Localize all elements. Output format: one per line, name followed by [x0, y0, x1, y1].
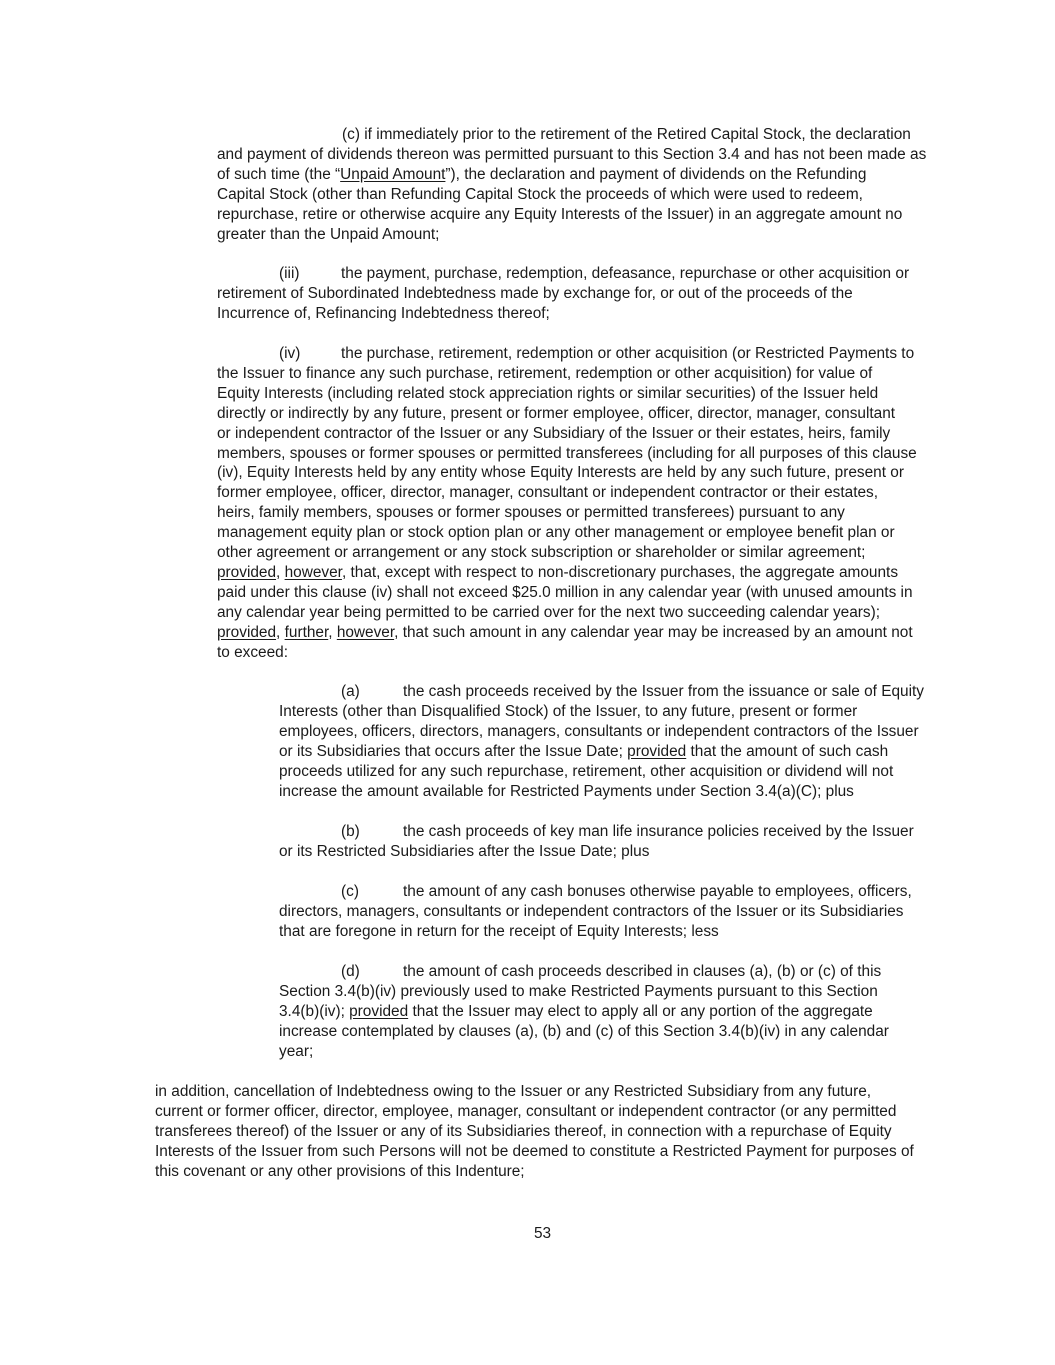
clause-label: (iv): [279, 345, 301, 362]
text-line: to exceed:: [217, 643, 289, 661]
text-line: repurchase, retire or otherwise acquire any Equity Interests of the Issuer) in an aggregate amount no: [217, 205, 903, 223]
text-line: directly or indirectly by any future, present or former employee, officer, director, manager, consultant: [217, 404, 896, 422]
text-line: other agreement or arrangement or any stock subscription or shareholder or similar agreement;: [217, 544, 866, 562]
text-line: greater than the Unpaid Amount;: [217, 225, 440, 243]
text-line: former employee, officer, director, manager, consultant or independent contractor or their estates,: [217, 484, 879, 502]
text-line: that are foregone in return for the receipt of Equity Interests; less: [279, 922, 719, 940]
text-fragment: the cash proceeds received by the Issuer from the issuance or sale of Equity: [403, 683, 924, 700]
text-line: Equity Interests (including related stock appreciation rights or similar securities) of the Issuer held: [217, 384, 879, 402]
closing-paragraph: [155, 1082, 914, 1182]
term-provided: provided: [217, 623, 277, 641]
sub-clause-c-paragraph: [279, 882, 912, 942]
text-line: Interests (other than Disqualified Stock) of the Issuer, to any future, present or former: [279, 702, 858, 720]
sub-clause-a-paragraph: [279, 682, 924, 801]
text-fragment: ,: [276, 623, 285, 641]
text-fragment: ,: [328, 623, 337, 641]
text-line: the Issuer to finance any such purchase, retirement, redemption or other acquisition) for value of: [217, 364, 873, 382]
text-line: directors, managers, consultants or independent contractors of the Issuer or its Subsidiaries: [279, 902, 904, 920]
text-line: paid under this clause (iv) shall not exceed $25.0 million in any calendar year (with unused amounts in: [217, 583, 913, 601]
term-provided: provided: [349, 1002, 409, 1020]
text-fragment: the payment, purchase, redemption, defeasance, repurchase or other acquisition or: [341, 265, 910, 282]
text-line: proceeds utilized for any such repurchase, retirement, other acquisition or dividend will not: [279, 762, 894, 780]
term-provided: provided: [627, 742, 687, 760]
text-line: retirement of Subordinated Indebtedness made by exchange for, or out of the proceeds of the: [217, 284, 853, 302]
text-line: Incurrence of, Refinancing Indebtedness thereof;: [217, 304, 550, 322]
text-line: (iv), Equity Interests held by any entity whose Equity Interests are held by any such future, present or: [217, 464, 904, 482]
sub-clause-d-paragraph: [279, 962, 889, 1062]
text-line: [279, 682, 924, 702]
text-fragment: the purchase, retirement, redemption or other acquisition (or Restricted Payments to: [341, 345, 915, 362]
clause-label: (b): [341, 823, 360, 840]
text-line: this covenant or any other provisions of this Indenture;: [155, 1162, 525, 1180]
text-line: current or former officer, director, employee, manager, consultant or independent contractor (or any permitted: [155, 1102, 897, 1120]
text-line: increase contemplated by clauses (a), (b) and (c) of this Section 3.4(b)(iv) in any calendar: [279, 1022, 889, 1040]
sub-clause-b-paragraph: [279, 822, 914, 862]
text-fragment: the amount of any cash bonuses otherwise payable to employees, officers,: [403, 883, 912, 900]
text-line: Interests of the Issuer from such Persons will not be deemed to constitute a Restricted Payment for purposes of: [155, 1142, 914, 1160]
text-fragment: , that, except with respect to non-discretionary purchases, the aggregate amounts: [341, 563, 899, 581]
term-further: further: [284, 623, 329, 641]
text-fragment: ,: [276, 563, 285, 581]
text-line: Capital Stock (other than Refunding Capital Stock the proceeds of which were used to redeem,: [217, 185, 863, 203]
text-line: (c) if immediately prior to the retirement of the Retired Capital Stock, the declaration: [342, 126, 911, 143]
text-fragment: of such time (the “: [217, 165, 341, 183]
text-line: [217, 344, 917, 364]
text-line: Section 3.4(b)(iv) previously used to make Restricted Payments pursuant to this Section: [279, 982, 878, 1000]
text-line: [217, 264, 909, 284]
text-line: or its Restricted Subsidiaries after the Issue Date; plus: [279, 842, 650, 860]
clause-iii-paragraph: [217, 264, 909, 324]
page-number: 53: [533, 1225, 552, 1242]
text-fragment: the amount of cash proceeds described in clauses (a), (b) or (c) of this: [403, 963, 882, 980]
text-line: employees, officers, directors, managers, consultants or independent contractors of the Issuer: [279, 722, 919, 740]
text-line: [279, 822, 914, 842]
clause-c-paragraph: [217, 125, 926, 244]
text-line: or independent contractor of the Issuer or any Subsidiary of the Issuer or their estates, heirs, family: [217, 424, 891, 442]
text-fragment: that the Issuer may elect to apply all or any portion of the aggregate: [408, 1002, 873, 1020]
text-fragment: , that such amount in any calendar year may be increased by an amount not: [394, 623, 913, 641]
term-however: however: [284, 563, 342, 581]
clause-label: (iii): [279, 265, 300, 282]
text-line: and payment of dividends thereon was permitted pursuant to this Section 3.4 and has not been made as: [217, 145, 927, 163]
text-line: [279, 742, 924, 762]
text-line: [279, 882, 912, 902]
text-fragment: the cash proceeds of key man life insurance policies received by the Issuer: [403, 823, 914, 840]
text-line: members, spouses or former spouses or permitted transferees (including for all purposes of this clause: [217, 444, 917, 462]
text-line: increase the amount available for Restricted Payments under Section 3.4(a)(C); plus: [279, 782, 854, 800]
text-fragment: that the amount of such cash: [686, 742, 889, 760]
text-line: in addition, cancellation of Indebtedness owing to the Issuer or any Restricted Subsidiary from any future,: [155, 1083, 872, 1100]
text-line: year;: [279, 1042, 314, 1060]
term-provided: provided: [217, 563, 277, 581]
text-line: transferees thereof) of the Issuer or any of its Subsidiaries thereof, in connection with a repurchase of Equity: [155, 1122, 892, 1140]
text-line: [217, 165, 926, 185]
clause-label: (a): [341, 683, 360, 700]
term-however: however: [336, 623, 395, 641]
clause-label: (d): [341, 963, 360, 980]
text-line: [279, 1002, 889, 1022]
text-line: any calendar year being permitted to be carried over for the next two succeeding calendar years);: [217, 603, 881, 621]
text-fragment: ”), the declaration and payment of dividends on the Refunding: [445, 165, 867, 183]
text-line: management equity plan or stock option plan or any other management or employee benefit plan or: [217, 524, 895, 542]
text-fragment: or its Subsidiaries that occurs after the Issue Date;: [279, 742, 628, 760]
clause-label: (c): [341, 883, 359, 900]
clause-iv-paragraph: [217, 344, 917, 663]
text-line: [217, 563, 917, 583]
text-fragment: 3.4(b)(iv);: [279, 1002, 350, 1020]
defined-term-unpaid-amount: Unpaid Amount: [340, 165, 446, 183]
text-line: [279, 962, 889, 982]
text-line: [217, 623, 917, 643]
text-line: heirs, family members, spouses or former spouses or permitted transferees) pursuant to any: [217, 504, 845, 522]
